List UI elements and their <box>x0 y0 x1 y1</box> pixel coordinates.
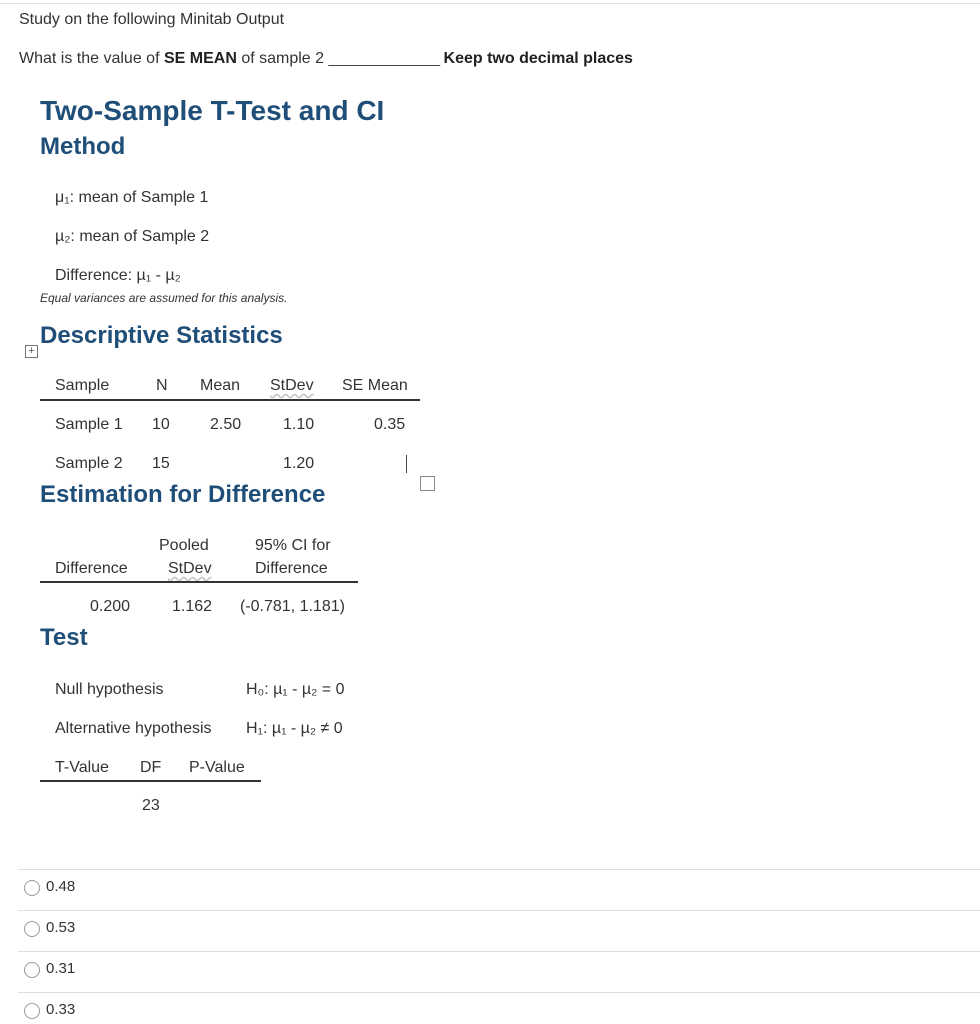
method-mu1: μ₁: mean of Sample 1 <box>55 189 209 206</box>
expand-icon[interactable]: + <box>25 345 38 358</box>
col-mean: Mean <box>200 377 241 394</box>
col-n: N <box>156 377 168 394</box>
option-label: 0.53 <box>46 919 76 936</box>
question-intro: Study on the following Minitab Output <box>19 11 285 28</box>
estimation-header-rule <box>40 581 358 583</box>
col-p-value: P-Value <box>189 759 245 776</box>
row1-n: 10 <box>152 416 170 433</box>
row1-se-mean: 0.35 <box>374 416 406 433</box>
radio-icon[interactable] <box>24 962 40 978</box>
output-title: Two-Sample T-Test and CI <box>40 95 385 126</box>
col-t-value: T-Value <box>55 759 109 776</box>
est-pooled-stdev: 1.162 <box>172 598 213 615</box>
method-mu2: µ₂: mean of Sample 2 <box>55 228 210 245</box>
col-pooled-stdev: StDev <box>168 560 212 577</box>
method-heading: Method <box>40 133 126 160</box>
text-cursor <box>406 455 407 473</box>
col-difference: Difference <box>55 560 128 577</box>
options-divider <box>18 910 980 911</box>
col-ci-for: 95% CI for <box>255 537 331 554</box>
test-heading: Test <box>40 624 88 651</box>
col-df: DF <box>140 759 162 776</box>
method-note: Equal variances are assumed for this analysis. <box>40 291 288 305</box>
answer-blank: ______________ <box>328 50 440 67</box>
null-label: Null hypothesis <box>55 681 164 698</box>
alt-label: Alternative hypothesis <box>55 720 212 737</box>
checkbox[interactable] <box>420 476 435 491</box>
question-text: What is the value of SE MEAN of sample 2 ______________ Keep two decimal places <box>19 50 633 67</box>
alt-value: H₁: µ₁ - µ₂ ≠ 0 <box>246 720 343 737</box>
row1-sample: Sample 1 <box>55 416 123 433</box>
estimation-heading: Estimation for Difference <box>40 481 326 508</box>
test-df: 23 <box>142 797 160 814</box>
descriptive-header-rule <box>40 399 420 401</box>
options-divider <box>18 869 980 870</box>
options-divider <box>18 992 980 993</box>
radio-icon[interactable] <box>24 880 40 896</box>
option-label: 0.31 <box>46 960 76 977</box>
option-label: 0.48 <box>46 878 76 895</box>
method-difference: Difference: µ₁ - µ₂ <box>55 267 181 284</box>
test-header-rule <box>40 780 261 782</box>
col-ci-difference: Difference <box>255 560 328 577</box>
col-pooled: Pooled <box>159 537 209 554</box>
descriptive-heading: Descriptive Statistics <box>40 322 283 349</box>
est-difference: 0.200 <box>90 598 131 615</box>
row2-stdev: 1.20 <box>283 455 315 472</box>
col-sample: Sample <box>55 377 110 394</box>
radio-icon[interactable] <box>24 1003 40 1019</box>
row1-stdev: 1.10 <box>283 416 315 433</box>
null-value: H₀: µ₁ - µ₂ = 0 <box>246 681 345 698</box>
top-divider <box>0 3 980 4</box>
col-se-mean: SE Mean <box>342 377 408 394</box>
row2-sample: Sample 2 <box>55 455 123 472</box>
options-divider <box>18 951 980 952</box>
radio-icon[interactable] <box>24 921 40 937</box>
row1-mean: 2.50 <box>210 416 242 433</box>
col-stdev: StDev <box>270 377 314 394</box>
option-label: 0.33 <box>46 1001 76 1018</box>
est-ci: (-0.781, 1.181) <box>240 598 345 615</box>
row2-n: 15 <box>152 455 170 472</box>
